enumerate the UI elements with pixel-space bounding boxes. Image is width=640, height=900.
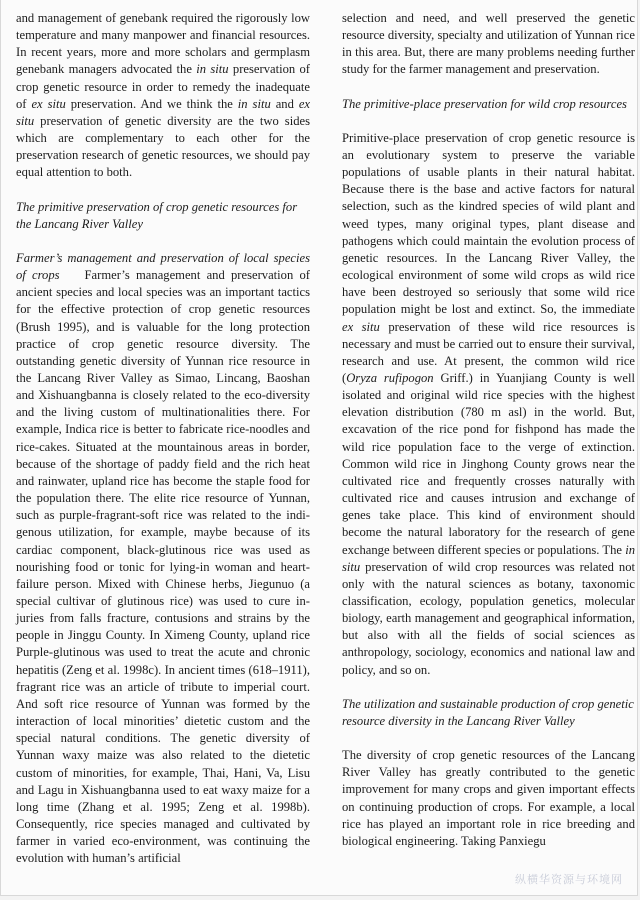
paragraph-genebank: and management of genebank required the rigorously low temperature and many manpower and financial resources. In recent years, more and more scholars and germplasm genebank managers advocated the in situ preservation of crop genetic resource in order to remedy the inadequate of ex situ preservation. And we think the in situ and ex situ preservation of genetic diversity are the two sides which are complementary to each other for the preservation research of genetic resources, we should pay equal attention to both. xyxy=(16,11,311,180)
watermark: 纵横华资源与环境网 xyxy=(515,873,623,886)
term-in-situ: in situ xyxy=(342,542,635,574)
term-ex-situ: ex situ xyxy=(31,96,66,111)
paragraph-selection: selection and need, and well preserved the genetic resource diversity, specialty and utilization of Yunnan rice in this area. But, there are many problems needing further study for the farmer management and preservation. xyxy=(342,11,635,77)
section-heading-primitive-preservation: The primitive preservation of crop genetic resources for the Lancang River Valley xyxy=(16,199,298,231)
species-name: Oryza rufipogon xyxy=(346,370,434,385)
paragraph-farmer-management: Farmer’s management and preservation of local species of crops Farmer’s management and preservation of ancient species and local species was an important tactics for the effective protection of crop genetic resources (Brush 1995), and is valuable for the long protection practice of crop genetic resource diversity. The outstanding genetic diversity of Yunnan rice resource in the Lancang River Valley as Simao, Lincang, Baoshan and Xishuangbanna is closely related to the eco-diversity and the living custom of multinationalities there. For example, Indica rice is better to fabricate rice-noodles and rice-cakes. Situated at the mountainous areas in border, because of the shortage of paddy field and the rich heat and rainwater, upland rice has become the staple food for the population there. The elite rice resource of Yunnan, such as purple-fragrant-soft rice was related to the indigenous utilization, for example, maybe because of its cardiac component, black-glutinous rice was used as nourishing food or tonic for lying-in woman and heart-failure person. Mixed with Chinese herbs, Jiegunuo (a special cultivar of glutinous rice) was used to cure injuries from falls fracture, contusions and strains by the people in Jinggu County. In Ximeng County, upland rice Purple-glutinous was used to treat the acute and chronic hepatitis (Zeng et al. 1998c). In ancient times (618–1911), fragrant rice was an article of tribute to imperial court. And soft rice resource of Yunnan was formed by the interaction of local minorities’ dietetic custom and the special natural conditions. The genetic diversity of Yunnan waxy maize was also related to the dietetic custom of minorities, for example, Thai, Hani, Va, Lisu and Lagu in Xishuangbanna used to eat waxy maize for a long time (Zhang et al. 1995; Zeng et al. 1998b). Consequently, rice species managed and cultivated by farmer in varied eco-environment, was continuing the evolution with human’s artificial xyxy=(16,250,310,866)
term-ex-situ: ex situ xyxy=(342,319,380,334)
left-column xyxy=(16,10,310,868)
paragraph-primitive-place: Primitive-place preservation of crop genetic resource is an evolutionary system to preserve the variable populations of usable plants in their natural habitat. Because there is the base and active factors for natural selection, such as the kindred species of wild plant and weed types, many original types, plant disease and pathogens which could maintain the evolution process of genetic resources. In the Lancang River Valley, the ecological environment of some wild crops as wild rice have been destroyed so seriously that some wild rice population might be lost and extinct. So, the immediate ex situ preservation of these wild rice resources is necessary and must be carried out to ensure their survival, research and use. At present, the common wild rice (Oryza rufipogon Griff.) in Yuanjiang County is well isolated and original wild rice species with the highest elevation distribution (780 m asl) in the world. But, excavation of the rice pond for fishpond has made the wild rice population face to the verge of extinction. Common wild rice in Jinghong County grows near the cultivated rice and frequently crosses naturally with cultivated rice and causes intrusion and exchange of genes take place. This kind of environment should become the natural laboratory for the research of gene exchange between different species or populations. The in situ preservation of wild crop resources was related not only with the natural sciences as botany, taxonomic classification, ecology, population genetics, molecular biology, earth management and geographical information, but also with all the fields of social sciences as anthropology, sociology, economics and national law and policy, and so on. xyxy=(342,130,635,677)
paragraph-diversity: The diversity of crop genetic resources of the Lancang River Valley has greatly contributed to the genetic improvement for many crops and given important effects on continuing production of crops. For example, a local rice has played an important role in rice breeding and biological engineering. Taking Panxiegu xyxy=(342,748,635,848)
subsection-heading-farmer-management: Farmer’s management and preservation of local species of crops xyxy=(16,250,310,283)
term-ex-situ: ex situ xyxy=(16,96,311,128)
term-in-situ: in situ xyxy=(237,96,271,111)
right-column xyxy=(342,10,635,850)
term-in-situ: in situ xyxy=(196,62,229,77)
section-heading-wild-crop: The primitive-place preservation for wild crop resources xyxy=(342,96,627,111)
section-heading-utilization: The utilization and sustainable production of crop genetic resource diversity in the Lancang River Valley xyxy=(342,696,634,728)
